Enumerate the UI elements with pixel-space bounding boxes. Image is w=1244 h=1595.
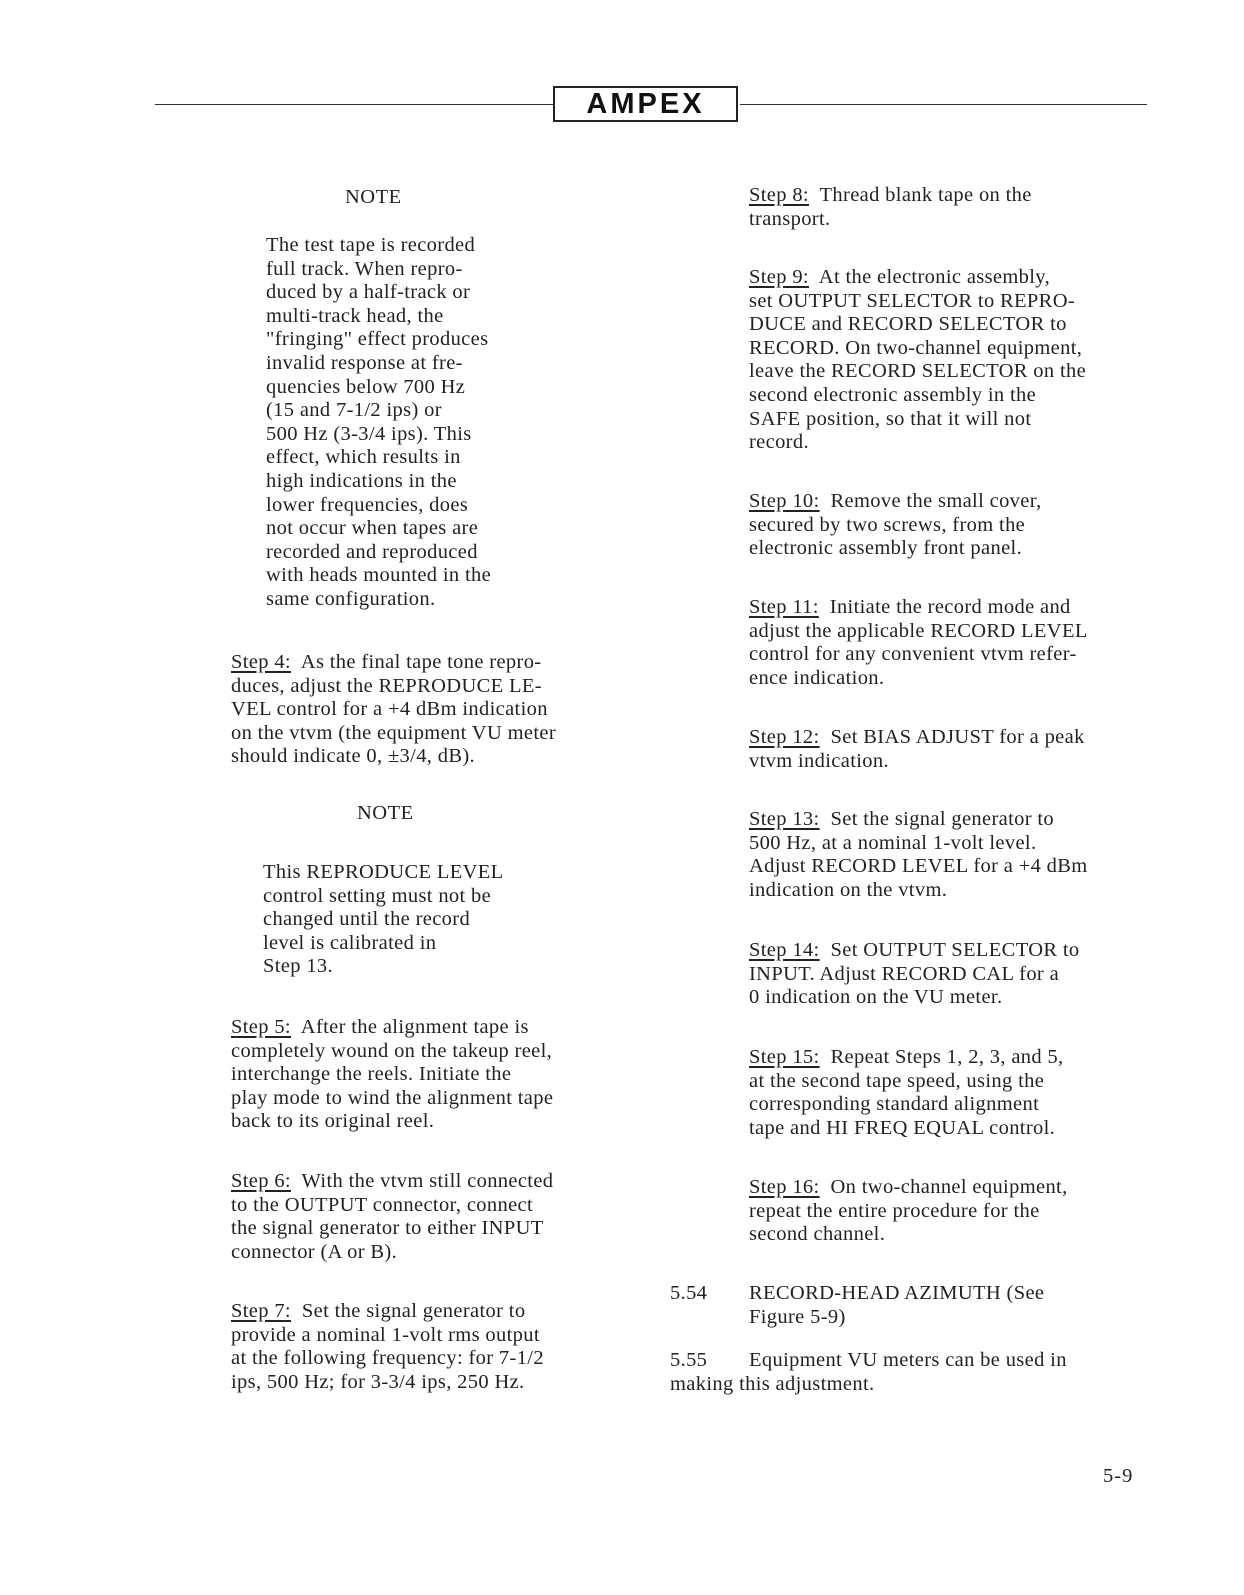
step-text: Set the signal generator to bbox=[819, 808, 1055, 830]
step-line: duces, adjust the REPRODUCE LE- bbox=[231, 674, 542, 697]
ampex-logo-text: AMPEX bbox=[586, 87, 705, 120]
step-line: should indicate 0, ±3/4, dB). bbox=[231, 745, 476, 768]
step-line: indication on the vtvm. bbox=[749, 878, 948, 901]
note-line: The test tape is recorded bbox=[266, 234, 476, 256]
step-15 bbox=[749, 1046, 1064, 1140]
step-line: secured by two screws, from the bbox=[749, 513, 1026, 536]
step-line: tape and HI FREQ EQUAL control. bbox=[749, 1116, 1056, 1139]
section-5-54-heading bbox=[749, 1282, 1044, 1329]
step-line: set OUTPUT SELECTOR to REPRO- bbox=[749, 289, 1076, 312]
note-line: recorded and reproduced bbox=[266, 540, 478, 563]
note-line: duced by a half-track or bbox=[266, 281, 471, 304]
step-5 bbox=[231, 1016, 553, 1134]
section-5-55-second-line: making this adjustment. bbox=[670, 1373, 875, 1395]
step-line: back to its original reel. bbox=[231, 1110, 435, 1133]
step-8 bbox=[749, 184, 1032, 231]
step-line: VEL control for a +4 dBm indication bbox=[231, 698, 548, 721]
note-line: not occur when tapes are bbox=[266, 517, 479, 540]
note-line: quencies below 700 Hz bbox=[266, 375, 466, 398]
step-line: INPUT. Adjust RECORD CAL for a bbox=[749, 962, 1060, 985]
step-16 bbox=[749, 1176, 1068, 1247]
step-13 bbox=[749, 808, 1088, 902]
note-line: with heads mounted in the bbox=[266, 564, 492, 587]
step-4 bbox=[231, 651, 556, 769]
note-line: invalid response at fre- bbox=[266, 351, 463, 374]
ampex-logo bbox=[553, 86, 738, 122]
step-line: provide a nominal 1-volt rms output bbox=[231, 1323, 540, 1346]
step-text: Initiate the record mode and bbox=[818, 596, 1071, 618]
step-text: Repeat Steps 1, 2, 3, and 5, bbox=[819, 1046, 1064, 1068]
step-line: second electronic assembly in the bbox=[749, 383, 1037, 406]
step-text: On two-channel equipment, bbox=[819, 1176, 1068, 1198]
step-label: Step 16: bbox=[749, 1176, 820, 1198]
step-line: repeat the entire procedure for the bbox=[749, 1199, 1040, 1222]
note-line: control setting must not be bbox=[263, 884, 492, 907]
step-text: Set the signal generator to bbox=[290, 1300, 526, 1322]
step-label: Step 13: bbox=[749, 808, 820, 830]
page-number: 5-9 bbox=[1103, 1465, 1134, 1487]
note-line: Step 13. bbox=[263, 955, 333, 978]
note-line: multi-track head, the bbox=[266, 304, 444, 327]
note-2-title: NOTE bbox=[357, 802, 414, 824]
step-line: completely wound on the takeup reel, bbox=[231, 1039, 553, 1062]
step-line: record. bbox=[749, 431, 809, 454]
step-text: Remove the small cover, bbox=[819, 490, 1042, 512]
step-label: Step 7: bbox=[231, 1300, 291, 1322]
page-header bbox=[155, 86, 1147, 126]
step-7 bbox=[231, 1300, 544, 1394]
note-line: high indications in the bbox=[266, 469, 457, 492]
step-text: Set OUTPUT SELECTOR to bbox=[819, 939, 1080, 961]
step-line: 500 Hz, at a nominal 1-volt level. bbox=[749, 831, 1037, 854]
note-line: same configuration. bbox=[266, 587, 436, 610]
step-line: electronic assembly front panel. bbox=[749, 537, 1023, 560]
step-line: Adjust RECORD LEVEL for a +4 dBm bbox=[749, 855, 1088, 878]
step-text: As the final tape tone repro- bbox=[290, 651, 542, 673]
step-line: on the vtvm (the equipment VU meter bbox=[231, 721, 556, 744]
step-line: ence indication. bbox=[749, 666, 885, 689]
step-text: Set BIAS ADJUST for a peak bbox=[819, 726, 1085, 748]
step-label: Step 11: bbox=[749, 596, 819, 618]
step-line: leave the RECORD SELECTOR on the bbox=[749, 360, 1087, 383]
step-text: Thread blank tape on the bbox=[808, 184, 1032, 206]
step-text: With the vtvm still connected bbox=[290, 1170, 554, 1192]
step-label: Step 10: bbox=[749, 490, 820, 512]
note-line: changed until the record bbox=[263, 908, 471, 931]
step-line: to the OUTPUT connector, connect bbox=[231, 1193, 534, 1216]
step-6 bbox=[231, 1170, 553, 1264]
step-label: Step 14: bbox=[749, 939, 820, 961]
step-line: control for any convenient vtvm refer- bbox=[749, 643, 1077, 666]
step-label: Step 4: bbox=[231, 651, 291, 673]
note-line: 500 Hz (3-3/4 ips). This bbox=[266, 422, 472, 445]
step-14 bbox=[749, 939, 1080, 1010]
step-line: 0 indication on the VU meter. bbox=[749, 986, 1003, 1009]
step-12 bbox=[749, 726, 1085, 773]
note-line: "fringing" effect produces bbox=[266, 328, 489, 351]
note-line: level is calibrated in bbox=[263, 931, 437, 954]
step-text: At the electronic assembly, bbox=[808, 266, 1051, 288]
note-1-body bbox=[266, 234, 491, 612]
section-5-55-number: 5.55 bbox=[670, 1349, 708, 1371]
step-label: Step 9: bbox=[749, 266, 809, 288]
step-line: DUCE and RECORD SELECTOR to bbox=[749, 313, 1067, 336]
section-line: Figure 5-9) bbox=[749, 1305, 846, 1328]
step-line: the signal generator to either INPUT bbox=[231, 1217, 544, 1240]
step-label: Step 12: bbox=[749, 726, 820, 748]
step-line: at the second tape speed, using the bbox=[749, 1069, 1045, 1092]
step-9 bbox=[749, 266, 1086, 455]
step-line: corresponding standard alignment bbox=[749, 1093, 1040, 1116]
note-line: effect, which results in bbox=[266, 446, 461, 469]
step-line: SAFE position, so that it will not bbox=[749, 407, 1032, 430]
step-line: adjust the applicable RECORD LEVEL bbox=[749, 619, 1088, 642]
header-rule-left bbox=[155, 104, 553, 105]
note-line: (15 and 7-1/2 ips) or bbox=[266, 399, 442, 422]
step-11 bbox=[749, 596, 1088, 690]
step-line: second channel. bbox=[749, 1223, 886, 1246]
section-line: RECORD-HEAD AZIMUTH (See bbox=[749, 1282, 1045, 1304]
step-label: Step 15: bbox=[749, 1046, 820, 1068]
step-line: RECORD. On two-channel equipment, bbox=[749, 336, 1083, 359]
section-5-55-first-line: Equipment VU meters can be used in bbox=[749, 1349, 1067, 1371]
step-line: play mode to wind the alignment tape bbox=[231, 1086, 554, 1109]
step-label: Step 5: bbox=[231, 1016, 291, 1038]
step-line: vtvm indication. bbox=[749, 749, 889, 772]
step-label: Step 6: bbox=[231, 1170, 291, 1192]
note-line: This REPRODUCE LEVEL bbox=[263, 861, 504, 883]
step-line: interchange the reels. Initiate the bbox=[231, 1063, 512, 1086]
step-line: at the following frequency: for 7-1/2 bbox=[231, 1347, 544, 1370]
step-10 bbox=[749, 490, 1042, 561]
step-label: Step 8: bbox=[749, 184, 809, 206]
note-line: full track. When repro- bbox=[266, 257, 463, 280]
step-line: ips, 500 Hz; for 3-3/4 ips, 250 Hz. bbox=[231, 1370, 525, 1393]
step-line: connector (A or B). bbox=[231, 1240, 398, 1263]
step-line: transport. bbox=[749, 207, 831, 230]
section-5-54-number: 5.54 bbox=[670, 1282, 708, 1304]
note-1-title: NOTE bbox=[345, 186, 402, 208]
note-2-body bbox=[263, 861, 503, 979]
header-rule-right bbox=[740, 104, 1147, 105]
note-line: lower frequencies, does bbox=[266, 493, 469, 516]
step-text: After the alignment tape is bbox=[290, 1016, 529, 1038]
